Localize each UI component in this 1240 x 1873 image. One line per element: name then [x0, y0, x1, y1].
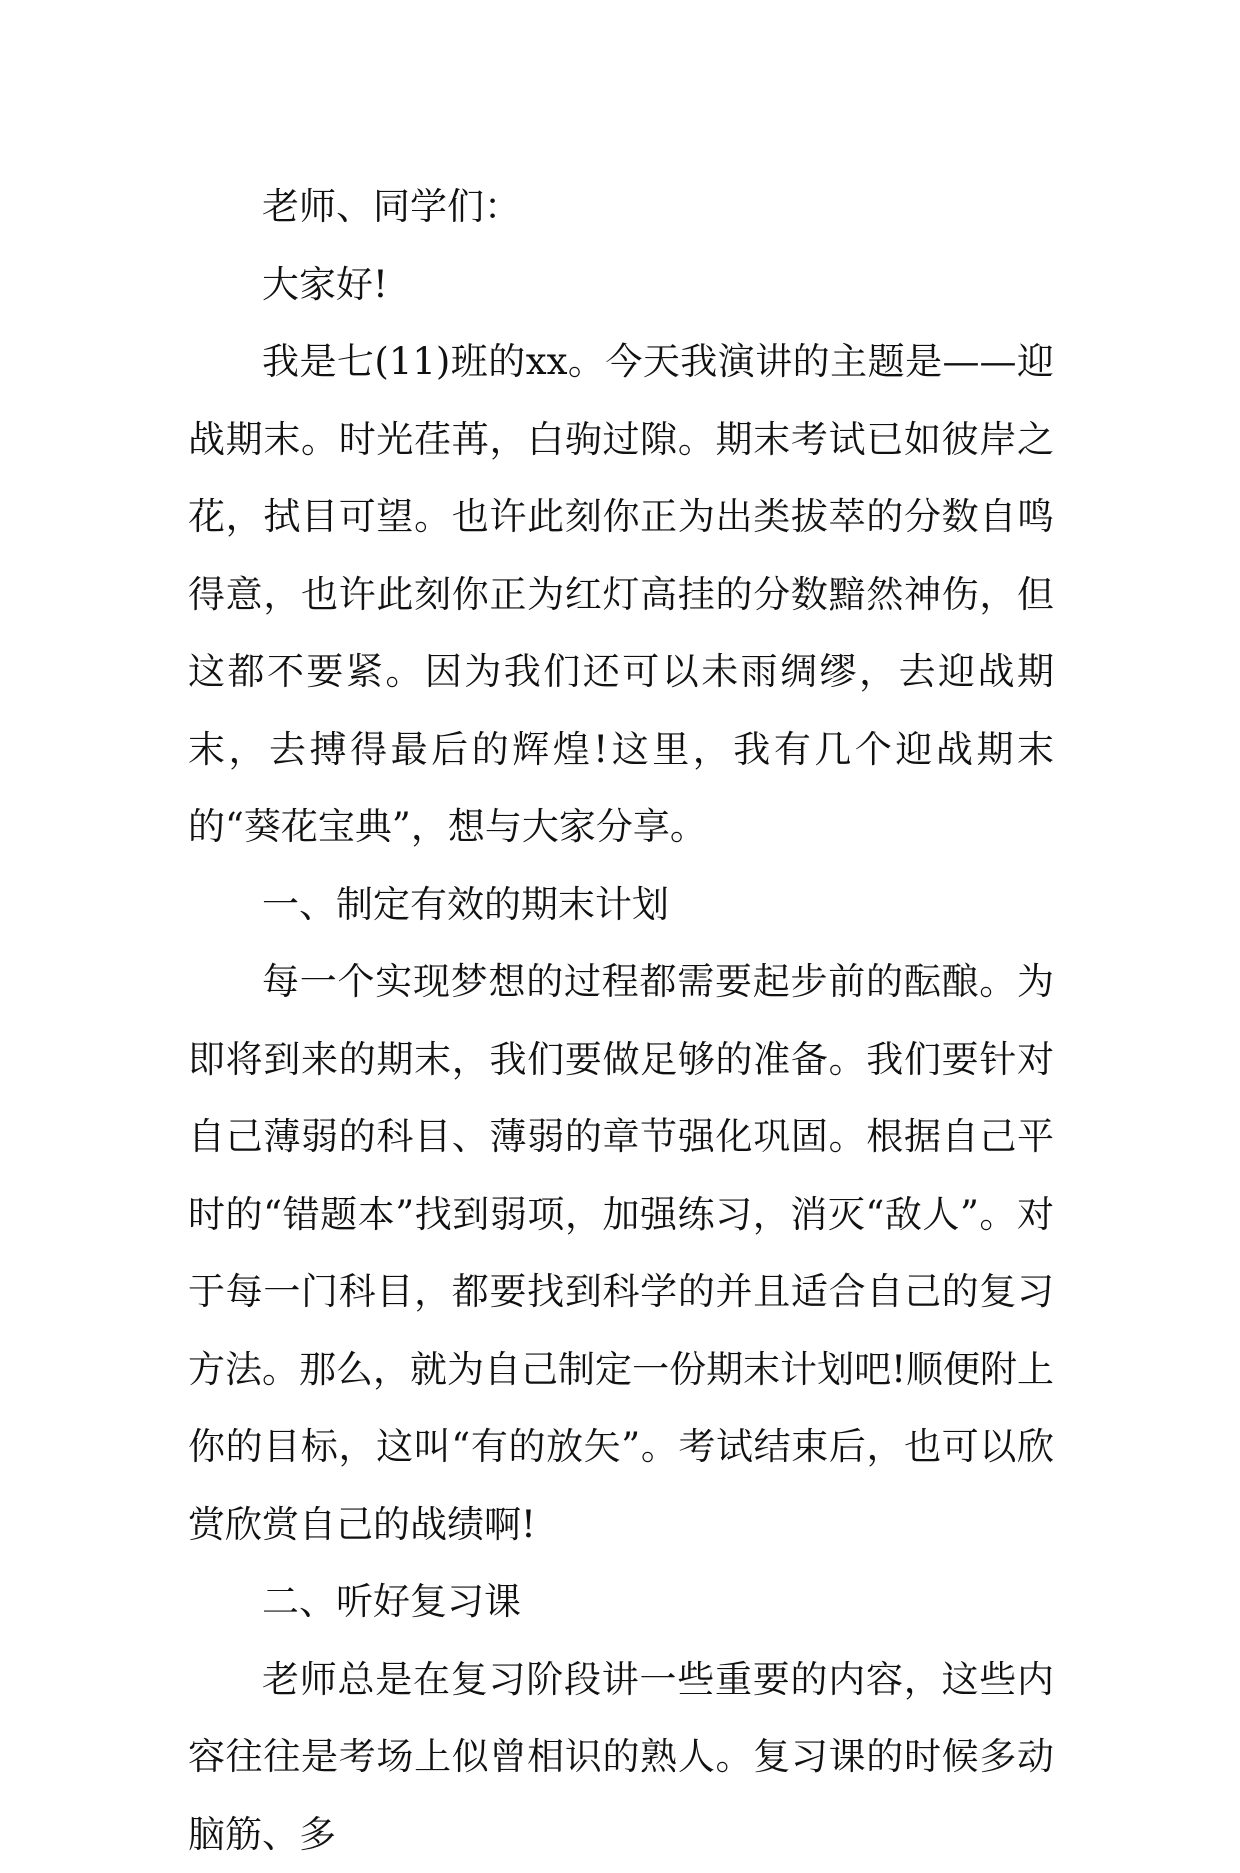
section-1-paragraph: 每一个实现梦想的过程都需要起步前的酝酿。为即将到来的期末，我们要做足够的准备。我们要针对自己薄弱的科目、薄弱的章节强化巩固。根据自己平时的“错题本”找到弱项，加强练习，消灭“敌人”。对于每一门科目，都要找到科学的并且适合自己的复习方法。那么，就为自己制定一份期末计划吧!顺便附上你的目标，这叫“有的放矢”。考试结束后，也可以欣赏欣赏自己的战绩啊! [188, 943, 1054, 1563]
document-body [188, 168, 1054, 1873]
salutation: 老师、同学们： [188, 168, 1054, 246]
section-heading-1: 一、制定有效的期末计划 [188, 866, 1054, 944]
section-2-paragraph: 老师总是在复习阶段讲一些重要的内容，这些内容往往是考场上似曾相识的熟人。复习课的时候多动脑筋、多 [188, 1641, 1054, 1873]
section-heading-2: 二、听好复习课 [188, 1563, 1054, 1641]
greeting: 大家好! [188, 246, 1054, 324]
intro-paragraph: 我是七(11)班的xx。今天我演讲的主题是——迎战期末。时光荏苒，白驹过隙。期末考试已如彼岸之花，拭目可望。也许此刻你正为出类拔萃的分数自鸣得意，也许此刻你正为红灯高挂的分数黯然神伤，但这都不要紧。因为我们还可以未雨绸缪，去迎战期末，去搏得最后的辉煌!这里，我有几个迎战期末的“葵花宝典”，想与大家分享。 [188, 323, 1054, 866]
